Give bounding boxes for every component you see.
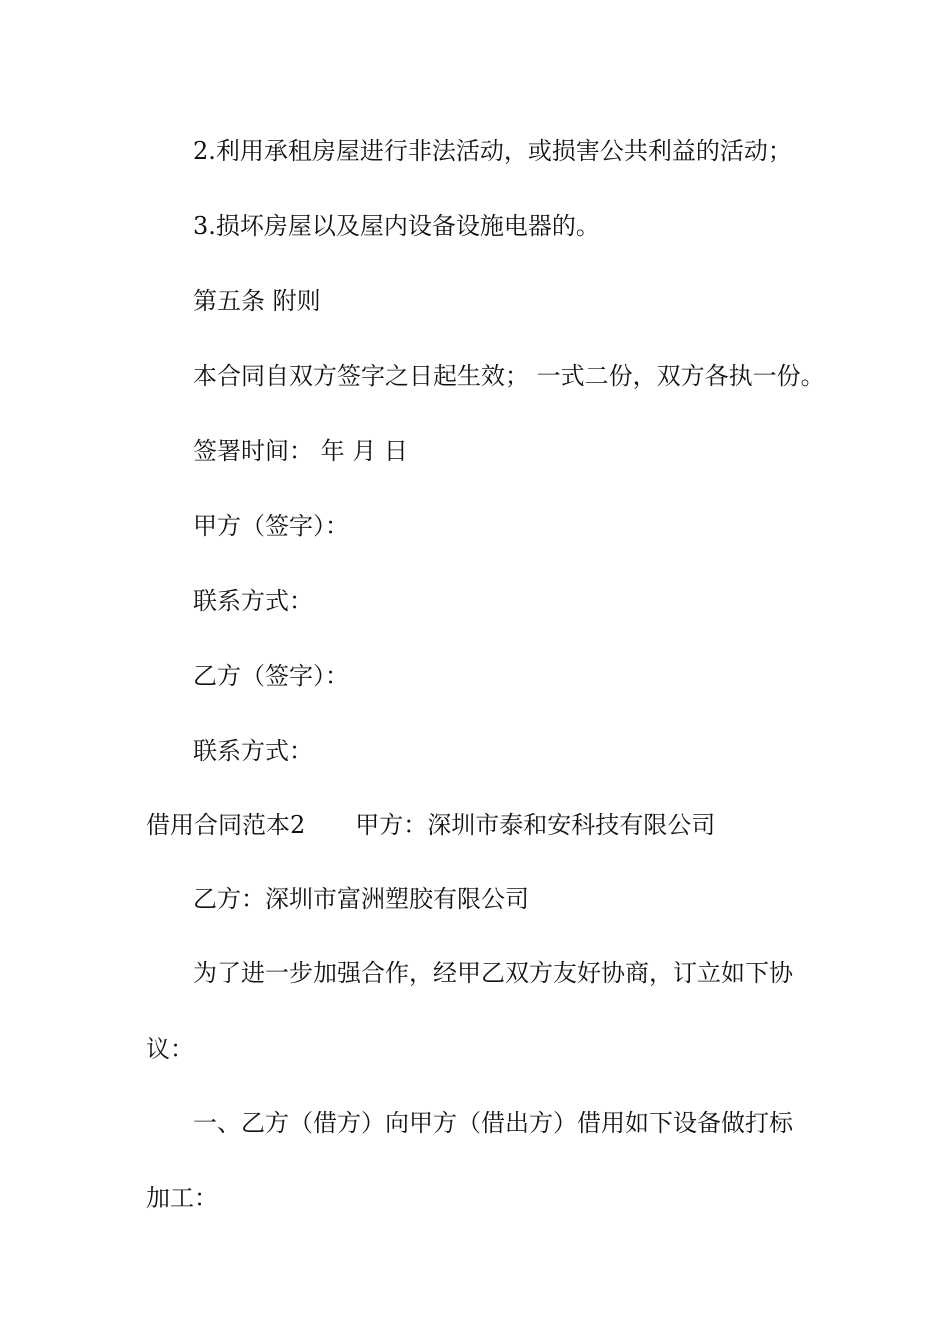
clause-3-text: 3.损坏房屋以及屋内设备设施电器的。 bbox=[193, 212, 600, 240]
party-a-signature-label: 甲方（签字）： bbox=[193, 512, 349, 540]
article-5-heading: 第五条 附则 bbox=[193, 287, 321, 315]
party-b-contact-label: 联系方式： bbox=[193, 737, 313, 765]
party-b-signature-label: 乙方（签字）： bbox=[193, 662, 349, 690]
signing-date-label: 签署时间： 年 月 日 bbox=[193, 437, 408, 465]
effective-clause-text: 本合同自双方签字之日起生效； 一式二份，双方各执一份。 bbox=[193, 362, 825, 390]
section-2-item-1-continuation: 加工： bbox=[146, 1184, 218, 1212]
section-2-intro-continuation: 议： bbox=[146, 1035, 194, 1063]
section-2-party-b: 乙方：深圳市富洲塑胶有限公司 bbox=[193, 885, 529, 913]
section-2-heading-row bbox=[146, 810, 715, 840]
section-2-party-a: 甲方：深圳市泰和安科技有限公司 bbox=[355, 811, 716, 839]
party-a-contact-label: 联系方式： bbox=[193, 587, 313, 615]
section-2-title: 借用合同范本2 bbox=[146, 811, 306, 839]
section-2-item-1-text: 一、乙方（借方）向甲方（借出方）借用如下设备做打标 bbox=[193, 1109, 793, 1137]
section-2-intro-text: 为了进一步加强合作，经甲乙双方友好协商，订立如下协 bbox=[193, 959, 793, 987]
clause-2-text: 2.利用承租房屋进行非法活动，或损害公共利益的活动； bbox=[193, 137, 792, 165]
